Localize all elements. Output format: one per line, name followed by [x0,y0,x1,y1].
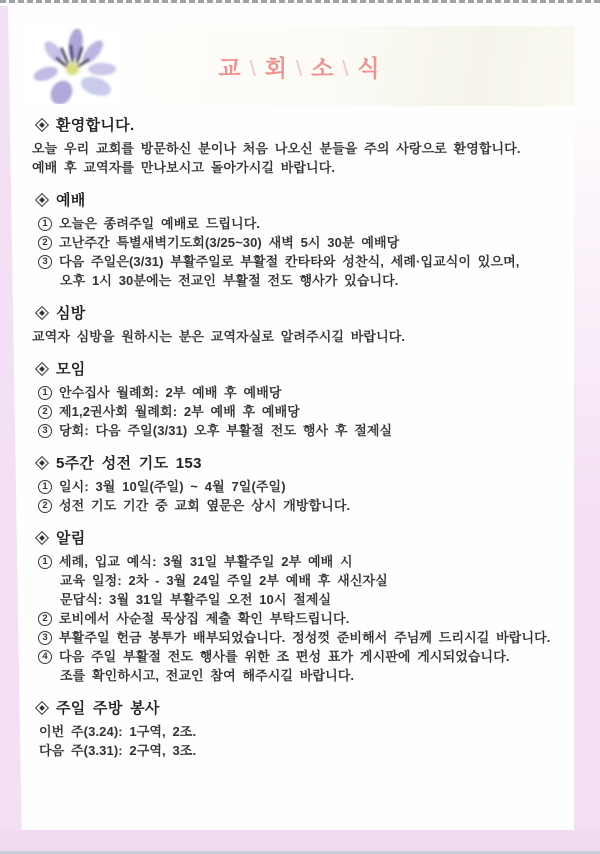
diamond-icon [35,361,49,375]
section-heading [30,358,572,379]
line-text: 오늘 우리 교회를 방문하신 분이나 처음 나오신 분들을 주의 사랑으로 환영합니다. [32,141,521,156]
title-separator: \ [249,56,258,81]
bulletin-line [30,327,572,346]
bulletin-line [30,571,572,590]
line-text: 이번 주(3.24): 1구역, 2조. [39,724,197,739]
line-text: 교육 일정: 2차 - 3월 24일 주일 2부 예배 후 새신자실 [60,573,388,588]
line-text: 당회: 다음 주일(3/31) 오후 부활절 전도 행사 후 절제실 [59,423,393,438]
bulletin-line [30,496,572,515]
bulletin-content [30,114,572,772]
bulletin-line [30,477,572,496]
bulletin-line [30,214,572,233]
bulletin-line [30,666,572,685]
section-title: 알림 [56,530,86,547]
page-title [25,50,575,83]
diamond-icon [35,700,49,714]
line-text: 부활주일 헌금 봉투가 배부되었습니다. 정성껏 준비해서 주님께 드리시길 바랍니다. [59,630,551,645]
title-char: 식 [357,55,382,81]
title-char: 회 [264,55,289,81]
section-worship [30,189,572,290]
line-text: 로비에서 사순절 묵상집 제출 확인 부탁드립니다. [59,611,350,626]
line-text: 문답식: 3월 31일 부활주일 오전 10시 절제실 [60,592,332,607]
bulletin-line [30,233,572,252]
diamond-icon [35,192,49,206]
section-heading [30,189,572,210]
page-border-left [0,6,22,854]
line-text: 제1,2권사회 월례회: 2부 예배 후 예배당 [59,404,300,419]
circled-number-icon: 4 [38,650,52,664]
circled-number-icon: 2 [38,236,52,250]
title-separator: \ [295,56,305,81]
section-title: 모임 [56,361,86,378]
section-visitation [30,302,572,346]
section-title: 주일 주방 봉사 [56,700,160,717]
bulletin-line [30,421,572,440]
line-text: 고난주간 특별새벽기도회(3/25~30) 새벽 5시 30분 예배당 [59,235,400,250]
section-heading [30,114,572,135]
bulletin-line [30,741,572,760]
line-text: 조를 확인하시고, 전교인 참여 해주시길 바랍니다. [60,668,355,683]
line-text: 일시: 3월 10일(주일) ~ 4월 7일(주일) [59,479,286,494]
circled-number-icon: 3 [38,424,52,438]
line-text: 교역자 심방을 원하시는 분은 교역자실로 알려주시길 바랍니다. [32,329,406,344]
section-title: 예배 [56,192,86,209]
circled-number-icon: 3 [38,255,52,269]
bulletin-line [30,609,572,628]
section-temple-prayer [30,452,572,515]
circled-number-icon: 1 [38,555,52,569]
line-text: 다음 주일 부활절 전도 행사를 위한 조 편성 표가 게시판에 게시되었습니다. [59,649,510,664]
section-meetings [30,358,572,440]
section-title: 환영합니다. [56,117,135,134]
circled-number-icon: 2 [38,499,52,513]
section-title: 심방 [56,305,86,322]
line-text: 예배 후 교역자를 만나보시고 돌아가시길 바랍니다. [32,160,336,175]
title-separator: \ [342,56,351,81]
line-text: 오후 1시 30분에는 전교인 부활절 전도 행사가 있습니다. [60,273,399,288]
section-welcome [30,114,572,177]
bulletin-line [30,590,572,609]
circled-number-icon: 1 [38,480,52,494]
line-text: 안수집사 월례회: 2부 예배 후 예배당 [59,385,282,400]
circled-number-icon: 1 [38,217,52,231]
bulletin-line [30,252,572,271]
line-text: 다음 주(3.31): 2구역, 3조. [39,743,197,758]
diamond-icon [35,117,49,131]
section-heading [30,452,572,473]
section-kitchen-service [30,697,572,760]
page-border-right [574,0,600,854]
bulletin-line [30,139,572,158]
title-char: 소 [311,55,336,81]
section-heading [30,697,572,718]
circled-number-icon: 2 [38,612,52,626]
line-text: 성전 기도 기간 중 교회 옆문은 상시 개방합니다. [59,498,351,513]
diamond-icon [35,455,49,469]
diamond-icon [35,530,49,544]
bulletin-line [30,271,572,290]
section-announcements [30,527,572,685]
section-heading [30,527,572,548]
diamond-icon [35,305,49,319]
section-heading [30,302,572,323]
line-text: 오늘은 종려주일 예배로 드립니다. [59,216,261,231]
bulletin-line [30,383,572,402]
line-text: 세례, 입교 예식: 3월 31일 부활주일 2부 예배 시 [59,554,353,569]
title-char: 교 [218,55,243,81]
scan-edge-line [0,0,600,3]
circled-number-icon: 1 [38,386,52,400]
circled-number-icon: 2 [38,405,52,419]
line-text: 다음 주일은(3/31) 부활주일로 부활절 칸타타와 성찬식, 세례·입교식이 있으며, [59,254,520,269]
bulletin-line [30,628,572,647]
bulletin-line [30,647,572,666]
bulletin-line [30,158,572,177]
header-banner [25,26,575,106]
circled-number-icon: 3 [38,631,52,645]
bulletin-line [30,552,572,571]
section-title: 5주간 성전 기도 153 [56,455,202,472]
bulletin-line [30,402,572,421]
bulletin-line [30,722,572,741]
